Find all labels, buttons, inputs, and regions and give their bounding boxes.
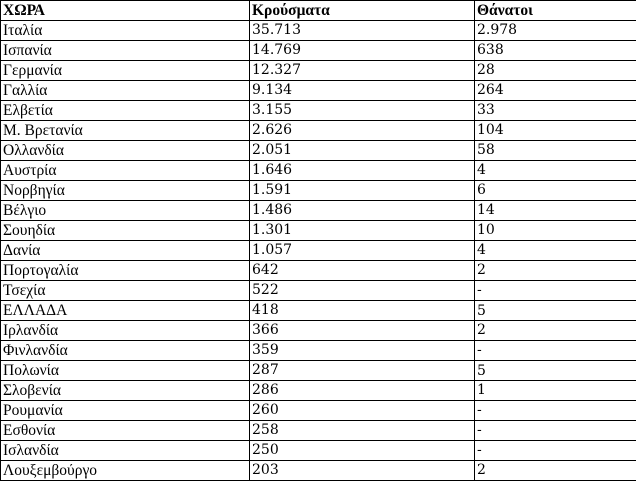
cell-deaths: 2 <box>475 261 636 281</box>
cell-country: Ισπανία <box>1 41 250 61</box>
cell-deaths: 5 <box>475 301 636 321</box>
table-row <box>1 301 636 321</box>
cell-deaths: 2.978 <box>475 21 636 41</box>
table-row <box>1 101 636 121</box>
table-body <box>1 21 636 481</box>
cell-country: Τσεχία <box>1 281 250 301</box>
cell-deaths: 638 <box>475 41 636 61</box>
cell-cases: 14.769 <box>250 41 475 61</box>
cell-country: Βέλγιο <box>1 201 250 221</box>
table-row <box>1 401 636 421</box>
cell-deaths: 1 <box>475 381 636 401</box>
cell-cases: 2.626 <box>250 121 475 141</box>
cell-country: Ιταλία <box>1 21 250 41</box>
cell-country: Ολλανδία <box>1 141 250 161</box>
header-row <box>1 1 636 21</box>
table-row <box>1 321 636 341</box>
table-row <box>1 141 636 161</box>
cell-country: Σουηδία <box>1 221 250 241</box>
cell-cases: 203 <box>250 461 475 481</box>
cell-country: Ελβετία <box>1 101 250 121</box>
cell-deaths: 264 <box>475 81 636 101</box>
cell-deaths: 10 <box>475 221 636 241</box>
cell-deaths: 2 <box>475 461 636 481</box>
cell-cases: 642 <box>250 261 475 281</box>
cell-country: Εσθονία <box>1 421 250 441</box>
table-row <box>1 441 636 461</box>
cell-cases: 3.155 <box>250 101 475 121</box>
cell-deaths: - <box>475 421 636 441</box>
cell-country: Φινλανδία <box>1 341 250 361</box>
cell-cases: 366 <box>250 321 475 341</box>
table-row <box>1 161 636 181</box>
cell-cases: 1.646 <box>250 161 475 181</box>
table-row <box>1 201 636 221</box>
cell-country: Λουξεμβούργο <box>1 461 250 481</box>
cell-cases: 2.051 <box>250 141 475 161</box>
cell-deaths: - <box>475 441 636 461</box>
cell-country: Γαλλία <box>1 81 250 101</box>
table-row <box>1 61 636 81</box>
cell-country: ΕΛΛΑΔΑ <box>1 301 250 321</box>
cell-cases: 286 <box>250 381 475 401</box>
cell-country: Ισλανδία <box>1 441 250 461</box>
table-row <box>1 181 636 201</box>
cell-deaths: 28 <box>475 61 636 81</box>
cell-cases: 359 <box>250 341 475 361</box>
table-row <box>1 261 636 281</box>
header-country: ΧΩΡΑ <box>1 1 250 21</box>
header-deaths: Θάνατοι <box>475 1 636 21</box>
cell-cases: 258 <box>250 421 475 441</box>
cell-cases: 12.327 <box>250 61 475 81</box>
cell-country: Ιρλανδία <box>1 321 250 341</box>
cell-cases: 1.591 <box>250 181 475 201</box>
cell-deaths: 6 <box>475 181 636 201</box>
cell-country: Ρουμανία <box>1 401 250 421</box>
table-row <box>1 121 636 141</box>
cell-deaths: 104 <box>475 121 636 141</box>
cell-cases: 418 <box>250 301 475 321</box>
cell-deaths: - <box>475 341 636 361</box>
cell-country: Δανία <box>1 241 250 261</box>
cell-deaths: 4 <box>475 241 636 261</box>
cell-deaths: - <box>475 281 636 301</box>
cell-country: Νορβηγία <box>1 181 250 201</box>
table-row <box>1 241 636 261</box>
table-row <box>1 81 636 101</box>
cell-cases: 1.486 <box>250 201 475 221</box>
cell-deaths: 5 <box>475 361 636 381</box>
table-row <box>1 381 636 401</box>
cell-deaths: 33 <box>475 101 636 121</box>
cell-deaths: 2 <box>475 321 636 341</box>
table-row <box>1 221 636 241</box>
table-row <box>1 41 636 61</box>
cell-cases: 522 <box>250 281 475 301</box>
cell-deaths: 58 <box>475 141 636 161</box>
cell-cases: 35.713 <box>250 21 475 41</box>
cell-cases: 1.301 <box>250 221 475 241</box>
cell-deaths: 14 <box>475 201 636 221</box>
cell-deaths: 4 <box>475 161 636 181</box>
table-row <box>1 21 636 41</box>
cell-cases: 1.057 <box>250 241 475 261</box>
table-row <box>1 361 636 381</box>
header-cases: Κρούσματα <box>250 1 475 21</box>
cell-cases: 9.134 <box>250 81 475 101</box>
cell-country: Πορτογαλία <box>1 261 250 281</box>
cell-deaths: - <box>475 401 636 421</box>
cell-country: Αυστρία <box>1 161 250 181</box>
cell-cases: 260 <box>250 401 475 421</box>
cell-cases: 250 <box>250 441 475 461</box>
cell-country: Γερμανία <box>1 61 250 81</box>
table-row <box>1 341 636 361</box>
table-row <box>1 281 636 301</box>
cell-country: Μ. Βρετανία <box>1 121 250 141</box>
cell-cases: 287 <box>250 361 475 381</box>
cell-country: Σλοβενία <box>1 381 250 401</box>
table-row <box>1 421 636 441</box>
cell-country: Πολωνία <box>1 361 250 381</box>
table-row <box>1 461 636 481</box>
